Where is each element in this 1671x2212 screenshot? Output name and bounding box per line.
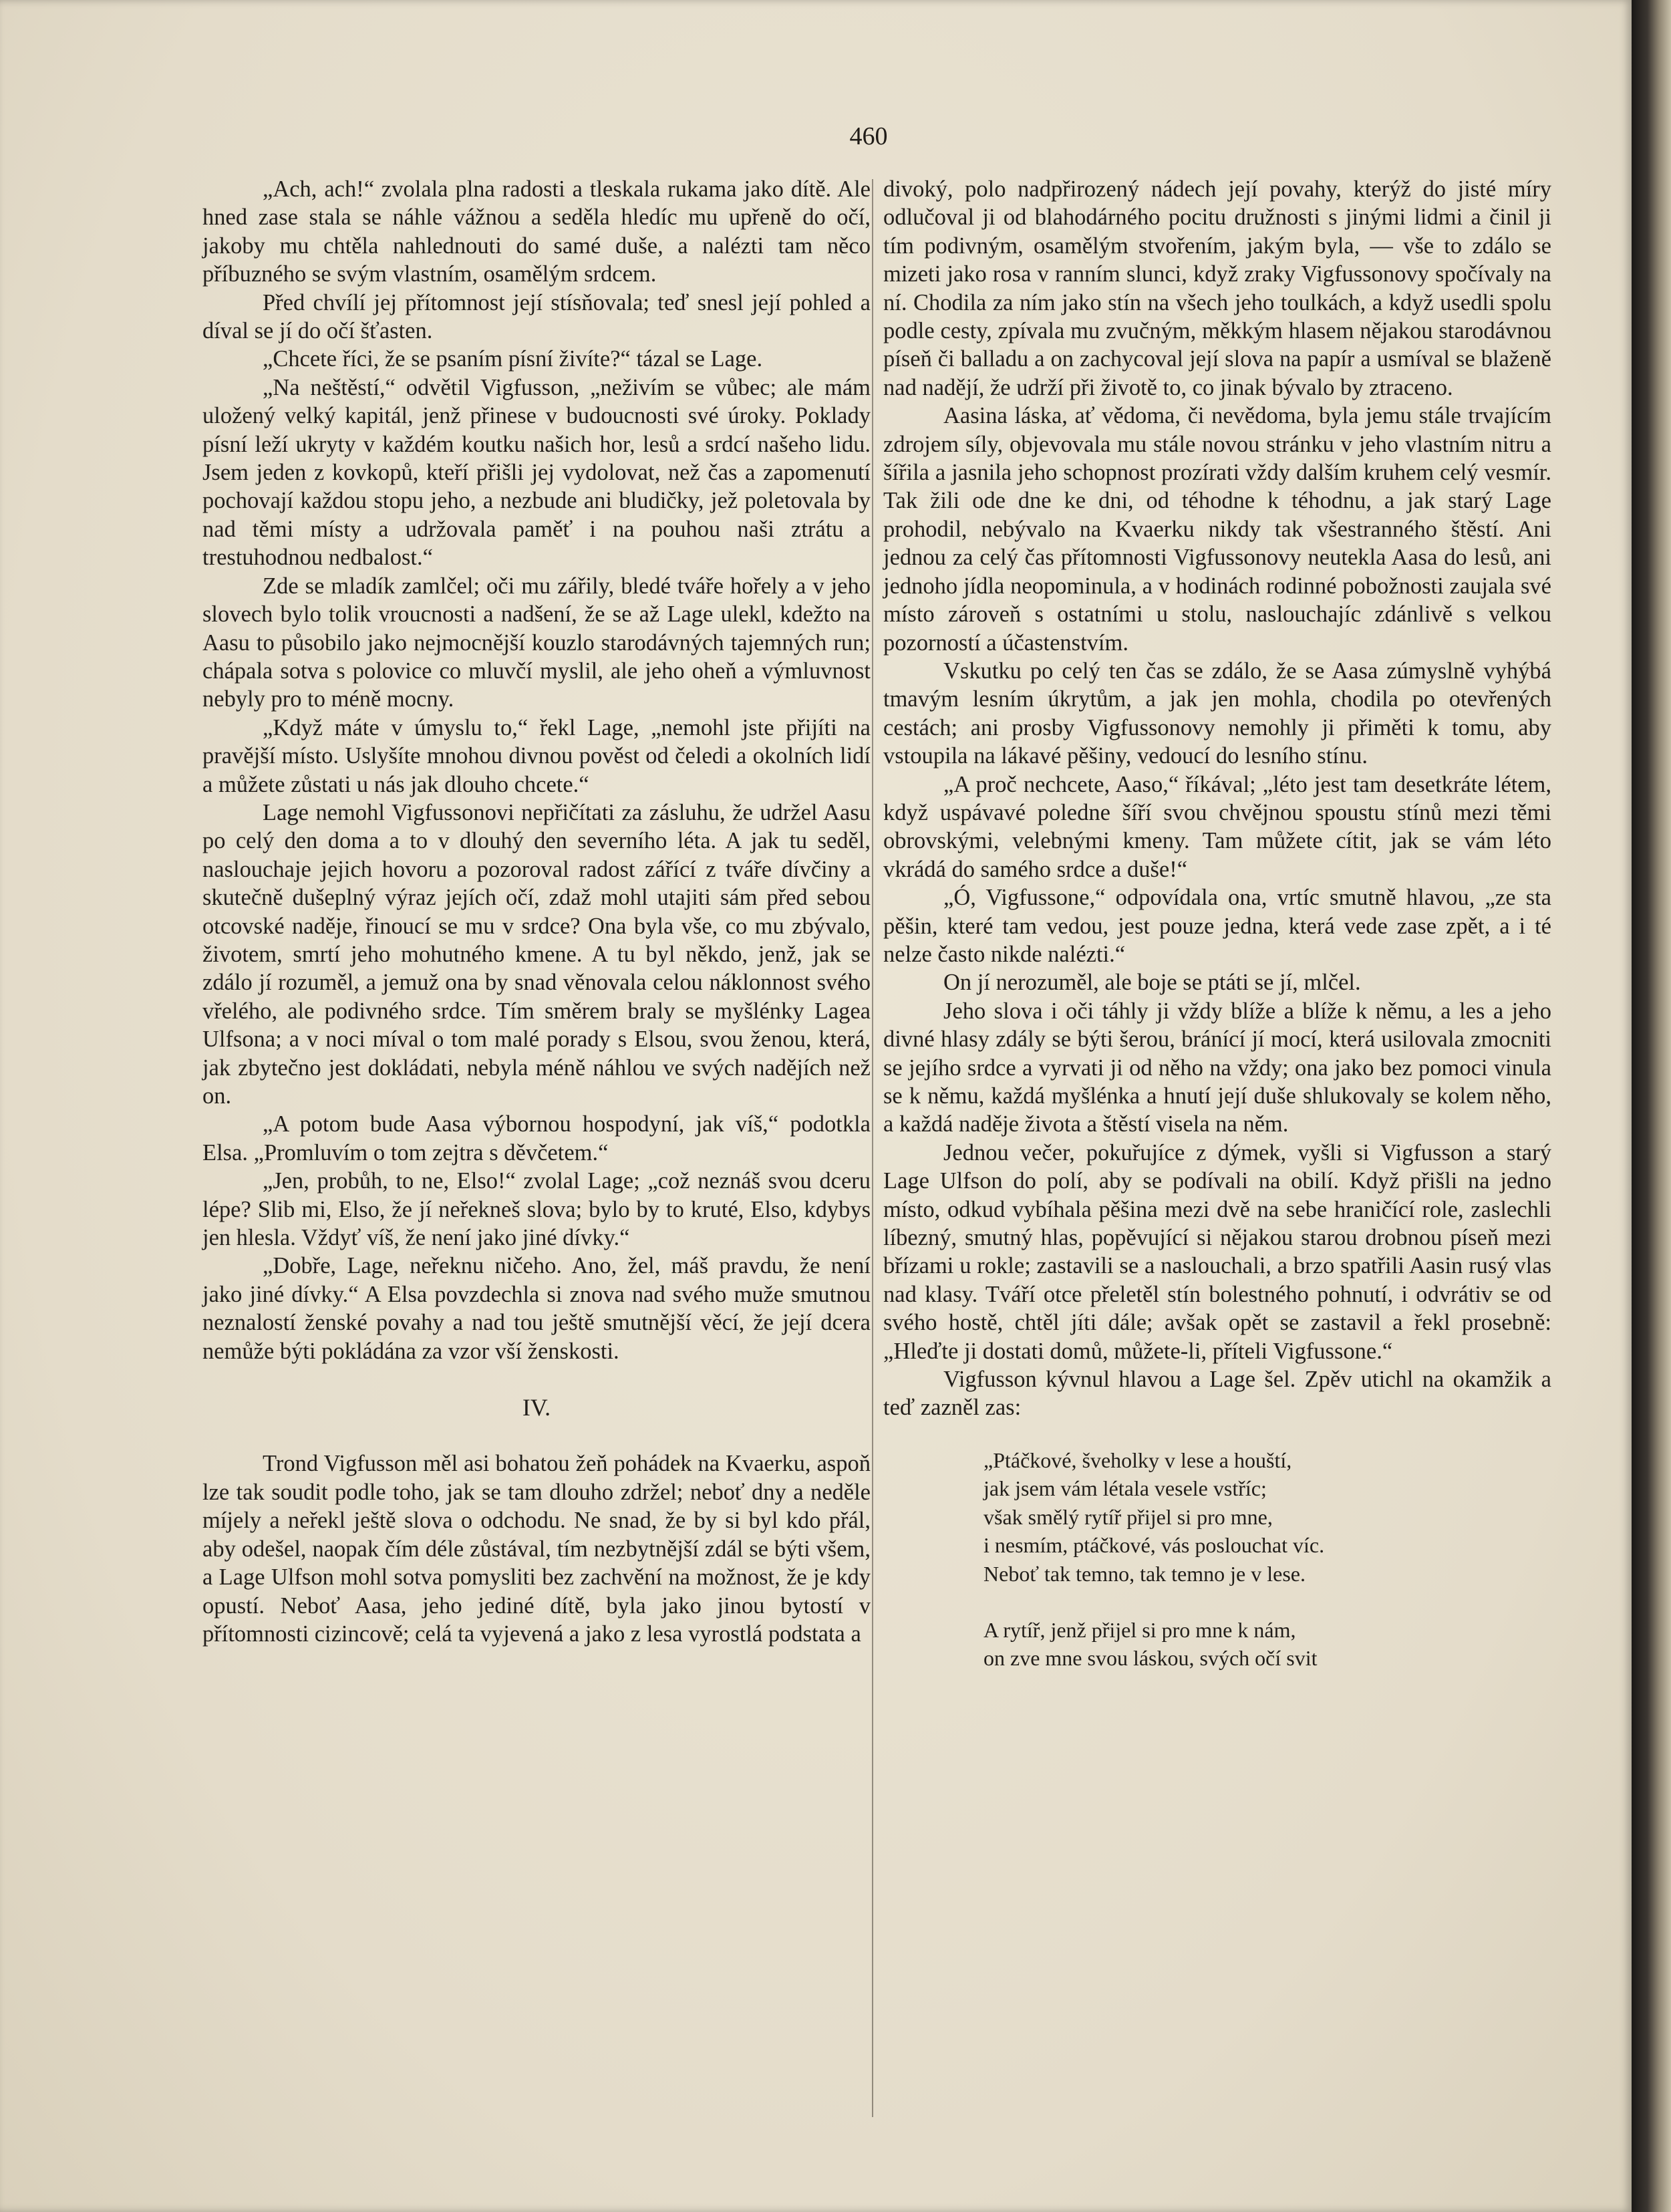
paragraph: On jí nerozuměl, ale boje se ptáti se jí, mlčel. xyxy=(943,970,1361,996)
column-divider xyxy=(872,179,873,2117)
paragraph: Vskutku po celý ten čas se zdálo, že se Aasa zúmyslně vyhýbá tmavým lesním úkrytům, a jak jen mohla, chodila po otevřených cestách; ani prosby Vigfussonovy nemohly ji přiměti k tomu, aby vstoupila na lákavé pěšiny, vedoucí do lesního stínu. xyxy=(883,658,1551,769)
paragraph: „Ach, ach!“ zvolala plna radosti a tleskala rukama jako dítě. Ale hned zase stala se náhle vážnou a seděla hledíc mu upřeně do očí, jakoby mu chtěla nahlednouti do samé duše, a nalézti tam něco příbuzného se svým vlastním, osamělým srdcem. xyxy=(202,176,871,287)
poem-line: i nesmím, ptáčkové, vás poslouchat víc. xyxy=(983,1533,1325,1558)
poem-line: jak jsem vám létala vesele vstříc; xyxy=(983,1476,1267,1501)
poem-stanza xyxy=(983,1616,1551,1673)
paragraph: „Jen, probůh, to ne, Elso!“ zvolal Lage; „což neznáš svou dceru lépe? Slib mi, Elso, že jí neřekneš slova; bylo by to kruté, Elso, kdybys jen hlesla. Vždyť víš, že není jako jiné dívky.“ xyxy=(202,1168,871,1251)
poem-line: však smělý rytíř přijel si pro mne, xyxy=(983,1504,1273,1529)
paragraph: „Ó, Vigfussone,“ odpovídala ona, vrtíc smutně hlavou, „ze sta pěšin, které tam vedou, jest pouze jedna, která vede zase zpět, a i té nelze často nikde nalézti.“ xyxy=(883,885,1551,967)
paragraph: „Dobře, Lage, neřeknu ničeho. Ano, žel, máš pravdu, že není jako jiné dívky.“ A Elsa povzdechla si znova nad svého muže smutnou neznalostí ženské povahy a nad tou ještě smutnější věcí, že její dcera nemůže býti pokládána za vzor vší ženskosti. xyxy=(202,1253,871,1364)
poem-line: „Ptáčkové, šveholky v lese a houští, xyxy=(983,1447,1292,1472)
paragraph: Jeho slova i oči táhly ji vždy blíže a blíže k němu, a les a jeho divné hlasy zdály se býti šerou, bránící jí mocí, která usilovala zmocniti se jejího srdce a vyrvati ji od něho na vždy; ona jako bez pomoci vinula se k němu, každá myšlénka a hnutí její duše shlukovaly se kolem něho, a každá naděje života a štěstí visela na něm. xyxy=(883,998,1551,1137)
book-spine-edge xyxy=(1632,0,1671,2212)
left-column xyxy=(202,175,871,1648)
poem-stanza xyxy=(983,1446,1551,1588)
poem-line: on zve mne svou láskou, svých očí svit xyxy=(983,1646,1318,1671)
poem xyxy=(983,1446,1551,1673)
paragraph: Trond Vigfusson měl asi bohatou žeň pohádek na Kvaerku, aspoň lze tak soudit podle toho, jak se tam dlouho zdržel; neboť dny a neděle míjely a neřekl ještě slova o odchodu. Ne snad, že by si byl kdo přál, aby odešel, naopak čím déle zůstával, tím nezbytnější zdál se býti všem, a Lage Ulfson mohl sotva pomysliti bez zachvění na možnost, že je kdy opustí. Neboť Aasa, jeho jediné dítě, byla jako jinou bytostí v přítomnosti cizincově; celá ta vyjevená a jako z lesa vyrostlá podstata a xyxy=(202,1451,871,1647)
paragraph: „A potom bude Aasa výbornou hospodyní, jak víš,“ podotkla Elsa. „Promluvím o tom zejtra s děvčetem.“ xyxy=(202,1111,871,1165)
right-column xyxy=(883,175,1551,1701)
paragraph: „Na neštěstí,“ odvětil Vigfusson, „neživím se vůbec; ale mám uložený velký kapitál, jenž přinese v budoucnosti své úroky. Poklady písní leží ukryty v každém koutku našich hor, lesů a srdcí našeho lidu. Jsem jeden z kovkopů, kteří přišli jej vydolovat, než čas a zapomenutí pochovají každou stopu jeho, a nezbude ani bludičky, jež poletovala by nad těmi místy a udržovala paměť i na pouhou naši ztrátu a trestuhodnou nedbalost.“ xyxy=(202,374,871,571)
paragraph: „Chcete říci, že se psaním písní živíte?“ tázal se Lage. xyxy=(263,346,763,372)
paragraph: Před chvílí jej přítomnost její stísňovala; teď snesl její pohled a díval se jí do očí šťasten. xyxy=(202,289,871,344)
paragraph: „A proč nechcete, Aaso,“ říkával; „léto jest tam desetkráte létem, když uspávavé poledne šíří svou chvějnou spoustu stínů mezi těmi obrovskými, velebnými kmeny. Tam můžete cítit, jak se vám léto vkrádá do samého srdce a duše!“ xyxy=(883,771,1551,882)
chapter-heading: IV. xyxy=(522,1394,551,1421)
paragraph: Aasina láska, ať vědoma, či nevědoma, byla jemu stále trvajícím zdrojem síly, objevovala mu stále novou stránku v jeho vlastním nitru a šířila a jasnila jeho schopnost prozírati vždy dalším kruhem celý vesmír. Tak žili ode dne ke dni, od téhodne k téhodnu, a jak starý Lage prohodil, nebývalo na Kvaerku nikdy tak všestranného štěstí. Ani jednou za celý čas přítomnosti Vigfussonovy neutekla Aasa do lesů, ani jednoho jídla neopominula, a v hodinách rodinné pobožnosti zaujala své místo zároveň s ostatními u stolu, naslouchajíc zdánlivě s velkou pozorností a účastenstvím. xyxy=(883,403,1551,656)
page-number: 460 xyxy=(849,122,888,150)
paragraph: Zde se mladík zamlčel; oči mu zářily, bledé tváře hořely a v jeho slovech bylo tolik vroucnosti a nadšení, že se až Lage ulekl, kdežto na Aasu to působilo jako nejmocnější kouzlo starodávných tajemných run; chápala sotva s polovice co mluvčí myslil, ale jeho oheň a výmluvnost nebyly pro to méně mocny. xyxy=(202,573,871,712)
paragraph: Jednou večer, pokuřujíce z dýmek, vyšli si Vigfusson a starý Lage Ulfson do polí, aby se podívali na obilí. Když přišli na jedno místo, odkud vybíhala pěšina mezi dvě na sebe hraničící role, zaslechli líbezný, smutný hlas, popěvující si nějakou starou drobnou píseň mezi břízami u rokle; zastavili se a naslouchali, a brzo spatřili Aasin rusý vlas nad klasy. Tváří otce přeletěl stín bolestného pohnutí, i odvrátiv se od svého hostě, chtěl jíti dále; avšak opět se zastavil a řekl prosebně: „Hleďte ji dostati domů, můžete-li, příteli Vigfussone.“ xyxy=(883,1139,1551,1364)
paragraph: „Když máte v úmyslu to,“ řekl Lage, „nemohl jste přijíti na pravější místo. Uslyšíte mnohou divnou pověst od čeledi a okolních lidí a můžete zůstati u nás jak dlouho chcete.“ xyxy=(202,714,871,797)
paragraph-continuation: divoký, polo nadpřirozený nádech její povahy, kterýž do jisté míry odlučoval ji od blahodárného pocitu družnosti s jinými lidmi a činil ji tím podivným, osamělým stvořením, jakým byla, — vše to zdálo se mizeti jako rosa v ranním slunci, když zraky Vigfussonovy spočívaly na ní. Chodila za ním jako stín na všech jeho toulkách, a když usedli spolu podle cesty, zpívala mu zvučným, měkkým hlasem nějakou starodávnou píseň či balladu a on zachycoval její slova na papír a usmíval se blaženě nad nadějí, že udrží při životě to, co jinak bývalo by ztraceno. xyxy=(883,176,1551,400)
poem-line: A rytíř, jenž přijel si pro mne k nám, xyxy=(983,1617,1296,1642)
paragraph: Vigfusson kývnul hlavou a Lage šel. Zpěv utichl na okamžik a teď zazněl zas: xyxy=(883,1367,1551,1421)
poem-line: Neboť tak temno, tak temno je v lese. xyxy=(983,1561,1306,1586)
paragraph: Lage nemohl Vigfussonovi nepřičítati za zásluhu, že udržel Aasu po celý den doma a to v dlouhý den severního léta. A jak tu seděl, naslouchaje jejich hovoru a pozoroval radost zářící z tváře dívčiny a skutečně dušeplný výraz jejích očí, zdaž mohl utajiti sám před sebou otcovské naděje, řinoucí se mu v srdce? Ona byla vše, co mu zbývalo, životem, smrtí jeho mohutného kmene. A tu byl někdo, jenž, jak se zdálo jí rozuměl, a jemuž ona by snad věnovala celou náklonnost svého vřelého, ale podivného srdce. Tím směrem braly se myšlénky Lagea Ulfsona; a v noci míval o tom malé porady s Elsou, svou ženou, která, jak zbytečno jest dokládati, nebyla méně náhlou ve svých nadějích než on. xyxy=(202,799,871,1109)
